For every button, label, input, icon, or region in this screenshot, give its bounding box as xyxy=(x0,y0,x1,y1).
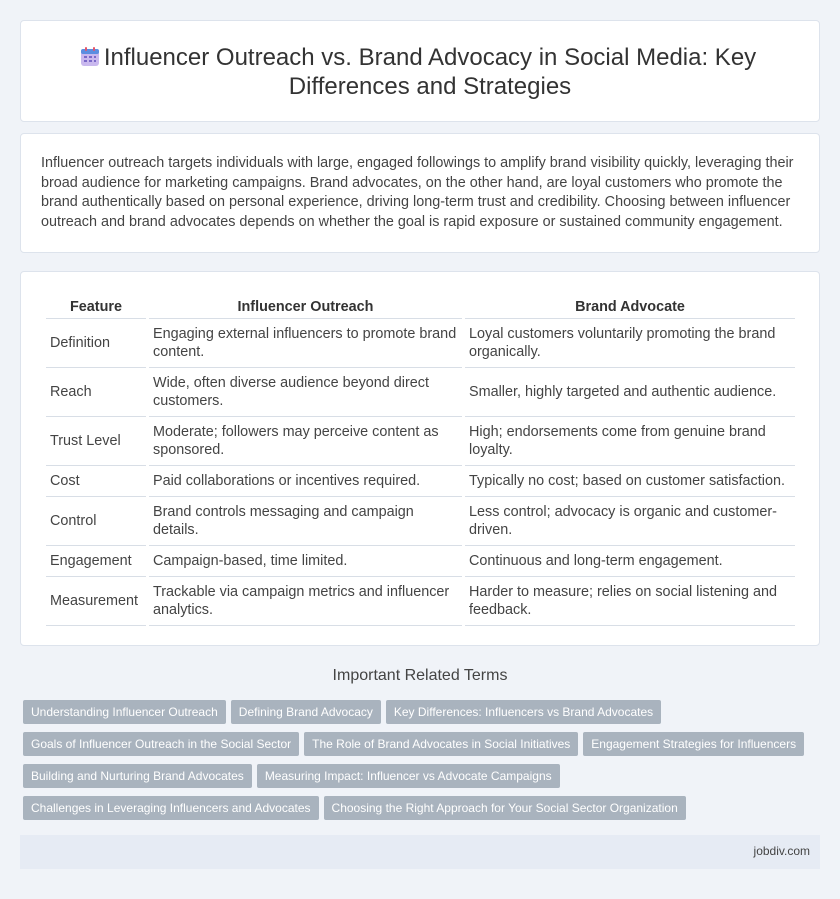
table-row xyxy=(46,497,795,546)
advocate-cell: Harder to measure; relies on social listening and feedback. xyxy=(465,577,795,626)
advocate-cell: High; endorsements come from genuine brand loyalty. xyxy=(465,417,795,466)
related-term-tag[interactable]: Engagement Strategies for Influencers xyxy=(583,732,804,756)
feature-cell: Cost xyxy=(46,466,146,497)
table-row xyxy=(46,546,795,577)
tag-row xyxy=(23,732,823,764)
feature-cell: Measurement xyxy=(46,577,146,626)
advocate-cell: Typically no cost; based on customer satisfaction. xyxy=(465,466,795,497)
influencer-cell: Campaign-based, time limited. xyxy=(149,546,462,577)
related-term-tag[interactable]: Key Differences: Influencers vs Brand Advocates xyxy=(386,700,661,724)
comparison-table xyxy=(43,296,798,626)
influencer-cell: Wide, often diverse audience beyond direct customers. xyxy=(149,368,462,417)
related-term-tag[interactable]: Measuring Impact: Influencer vs Advocate Campaigns xyxy=(257,764,560,788)
related-term-tag[interactable]: Choosing the Right Approach for Your Social Sector Organization xyxy=(324,796,686,820)
tag-row xyxy=(23,700,823,732)
influencer-cell: Moderate; followers may perceive content as sponsored. xyxy=(149,417,462,466)
feature-cell: Engagement xyxy=(46,546,146,577)
related-term-tag[interactable]: Challenges in Leveraging Influencers and Advocates xyxy=(23,796,319,820)
related-term-tag[interactable]: Goals of Influencer Outreach in the Social Sector xyxy=(23,732,299,756)
table-row xyxy=(46,466,795,497)
footer xyxy=(20,835,820,869)
table-row xyxy=(46,417,795,466)
table-row xyxy=(46,319,795,368)
advocate-cell: Continuous and long-term engagement. xyxy=(465,546,795,577)
feature-cell: Trust Level xyxy=(46,417,146,466)
table-row xyxy=(46,368,795,417)
advocate-cell: Smaller, highly targeted and authentic audience. xyxy=(465,368,795,417)
tag-row xyxy=(23,796,823,828)
header-feature: Feature xyxy=(46,296,146,319)
intro-paragraph: Influencer outreach targets individuals with large, engaged followings to amplify brand visibility quickly, leveraging their broad audience for marketing campaigns. Brand advocates, on the other hand, are loyal customers who promote the brand authentically based on personal experience, driving long-term trust and credibility. Choosing between influencer outreach and brand advocates depends on whether the goal is rapid exposure or sustained community engagement. xyxy=(41,155,794,230)
feature-cell: Reach xyxy=(46,368,146,417)
intro-card xyxy=(20,133,820,253)
influencer-cell: Engaging external influencers to promote brand content. xyxy=(149,319,462,368)
advocate-cell: Loyal customers voluntarily promoting the brand organically. xyxy=(465,319,795,368)
table-header-row xyxy=(46,296,795,319)
header-card xyxy=(20,20,820,122)
header-influencer-outreach: Influencer Outreach xyxy=(149,296,462,319)
influencer-cell: Trackable via campaign metrics and influencer analytics. xyxy=(149,577,462,626)
related-terms-title: Important Related Terms xyxy=(332,667,508,684)
feature-cell: Definition xyxy=(46,319,146,368)
influencer-cell: Brand controls messaging and campaign details. xyxy=(149,497,462,546)
header-brand-advocate: Brand Advocate xyxy=(465,296,795,319)
feature-cell: Control xyxy=(46,497,146,546)
related-terms-list xyxy=(23,700,823,828)
related-term-tag[interactable]: The Role of Brand Advocates in Social Initiatives xyxy=(304,732,578,756)
comparison-card xyxy=(20,271,820,646)
footer-site-link[interactable]: jobdiv.com xyxy=(753,844,810,858)
related-term-tag[interactable]: Understanding Influencer Outreach xyxy=(23,700,226,724)
table-row xyxy=(46,577,795,626)
page-title: Influencer Outreach vs. Brand Advocacy in Social Media: Key Differences and Strategies xyxy=(103,44,757,100)
advocate-cell: Less control; advocacy is organic and customer-driven. xyxy=(465,497,795,546)
related-term-tag[interactable]: Defining Brand Advocacy xyxy=(231,700,381,724)
tag-row xyxy=(23,764,823,796)
influencer-cell: Paid collaborations or incentives required. xyxy=(149,466,462,497)
related-term-tag[interactable]: Building and Nurturing Brand Advocates xyxy=(23,764,252,788)
